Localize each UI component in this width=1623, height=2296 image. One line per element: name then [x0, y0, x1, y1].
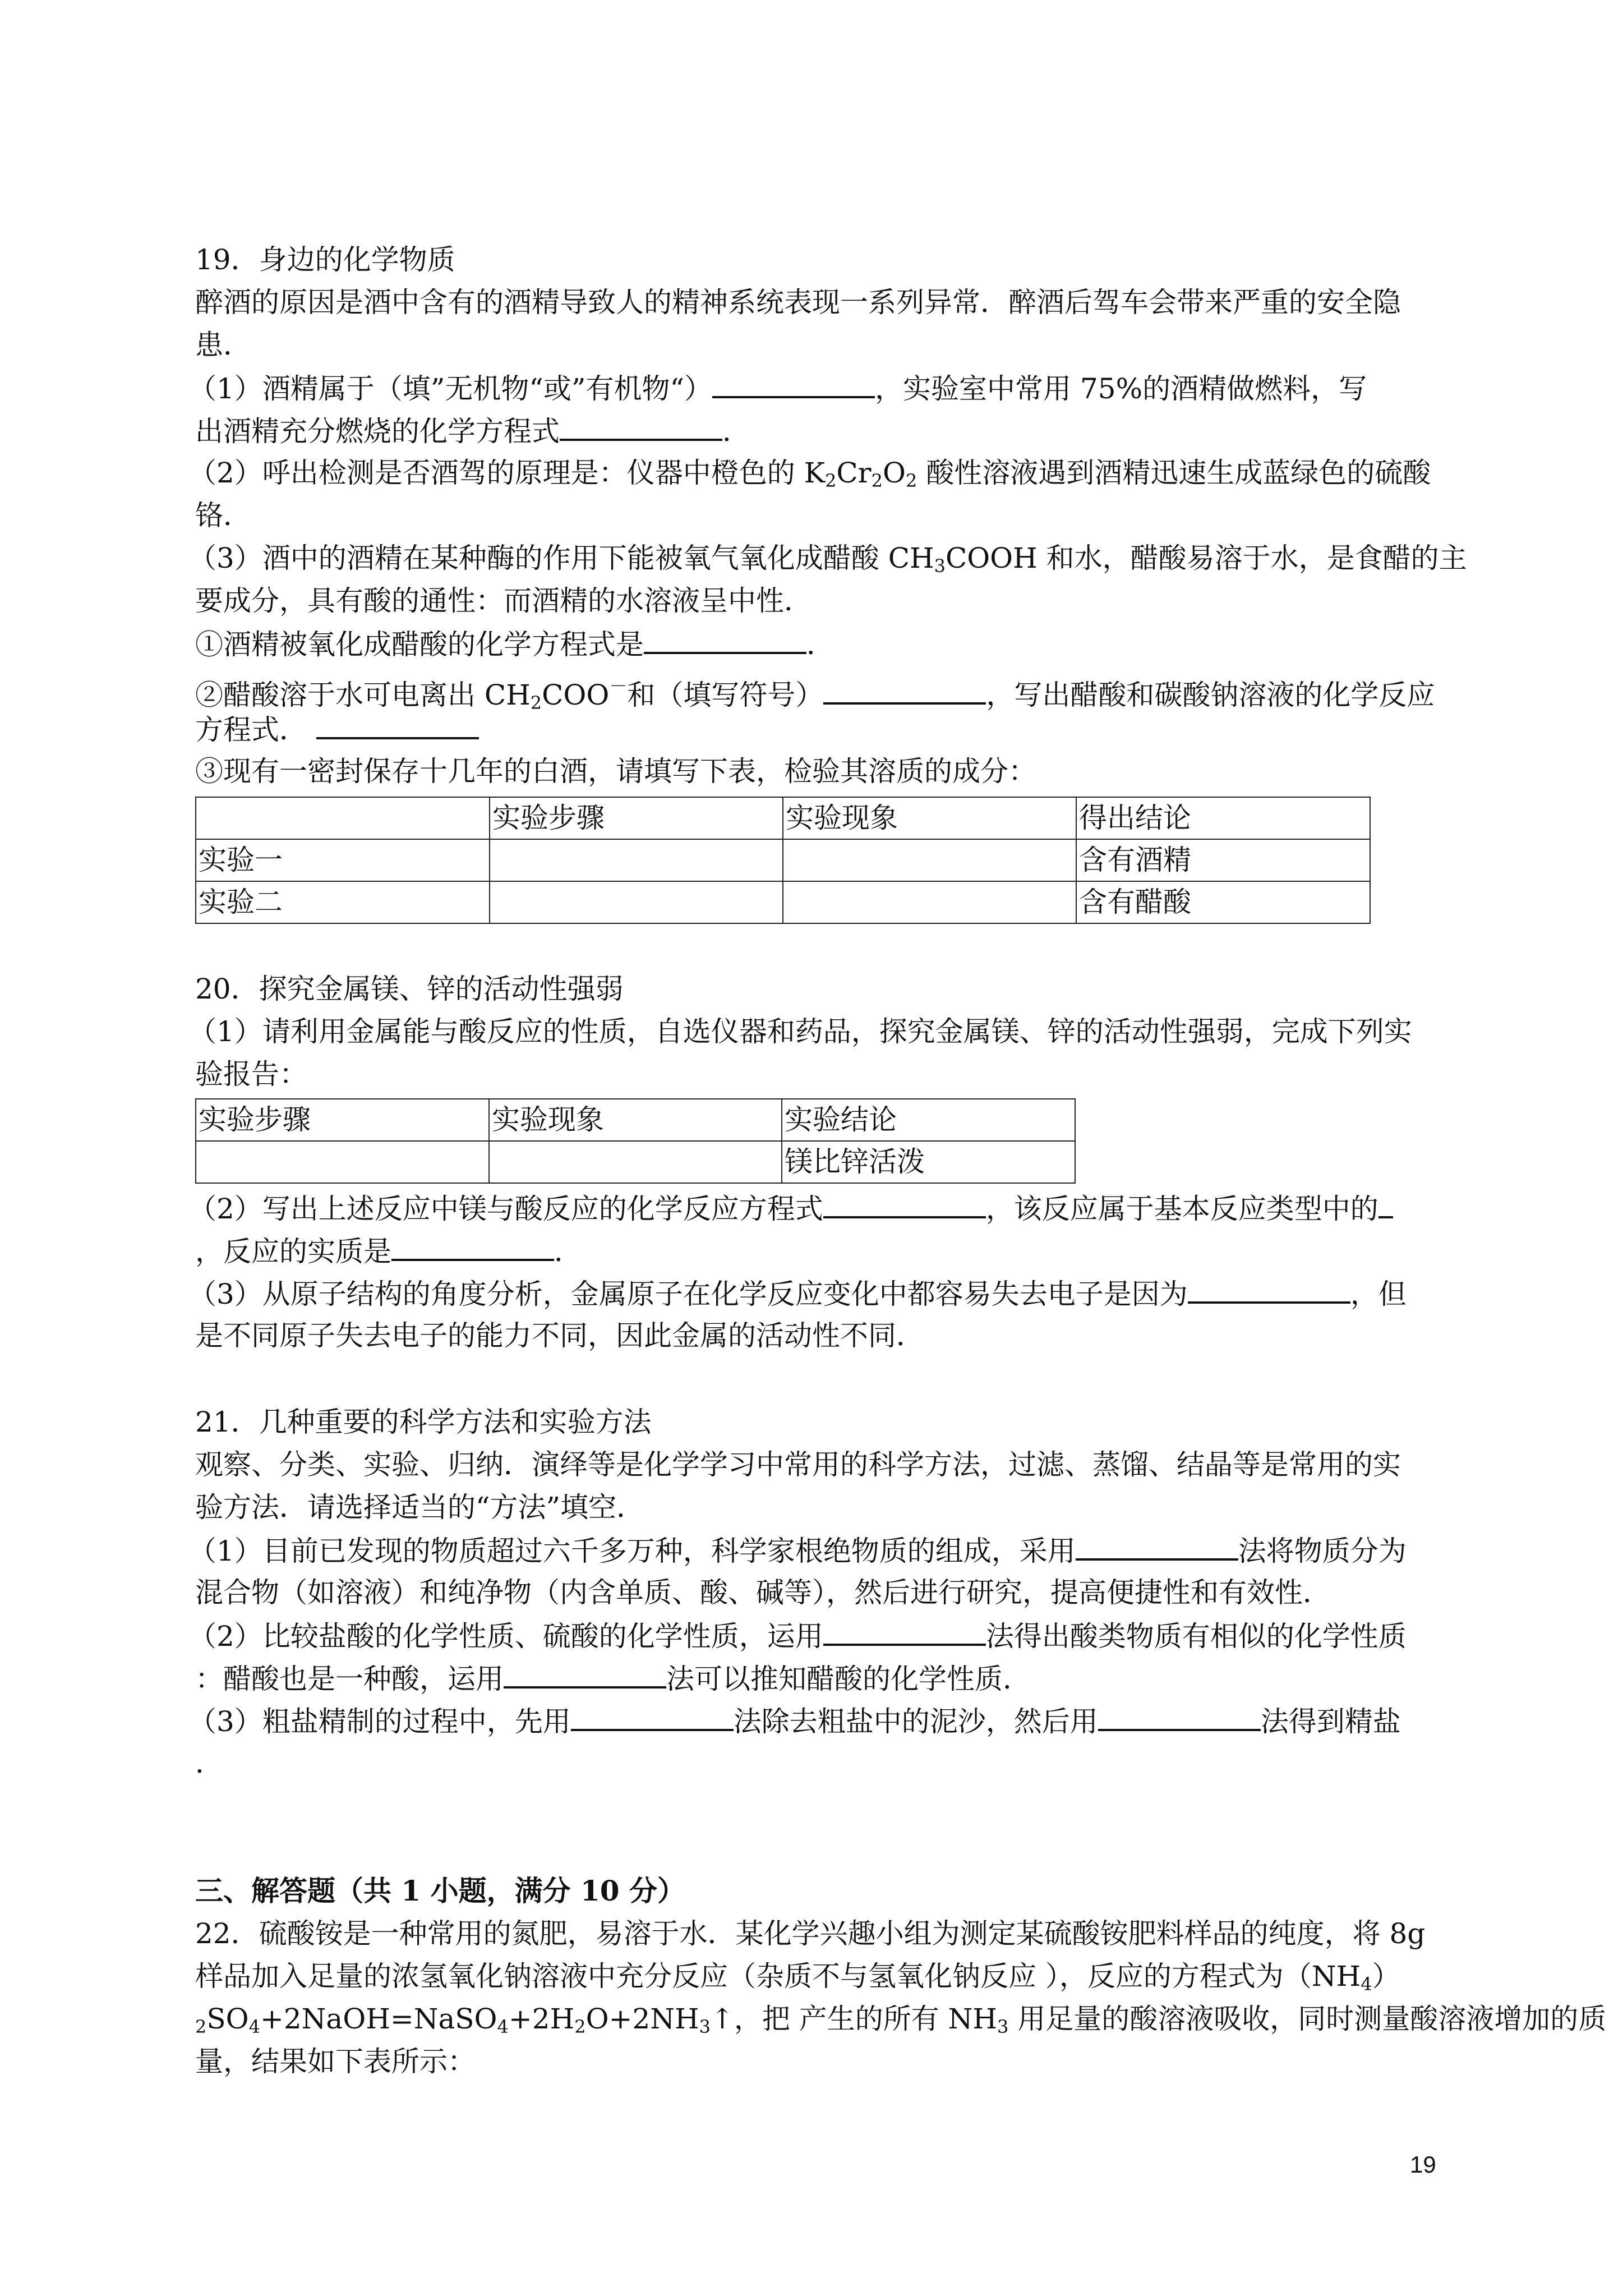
table-row — [196, 1141, 1075, 1183]
table-cell: 实验一 — [196, 839, 490, 881]
q20-part3-line1: （3）从原子结构的角度分析，金属原子在化学反应变化中都容易失去电子是因为 ，但 — [188, 1273, 1407, 1313]
q20-part3-line2: 是不同原子失去电子的能力不同，因此金属的活动性不同． — [195, 1319, 924, 1352]
q19-sub1: ①酒精被氧化成醋酸的化学方程式是 ． — [195, 624, 834, 663]
table-header-row — [196, 797, 1370, 839]
answer-blank[interactable] — [504, 1658, 666, 1688]
section-heading: 三、解答题（共 1 小题，满分 10 分） — [195, 1874, 685, 1907]
q22-line1: 22．硫酸铵是一种常用的氮肥，易溶于水．某化学兴趣小组为测定某硫酸铵肥料样品的纯度，将 8g — [195, 1917, 1426, 1950]
table-cell[interactable] — [783, 839, 1076, 881]
q22-line4: 量，结果如下表所示： — [195, 2045, 476, 2078]
answer-blank[interactable] — [823, 674, 986, 705]
table-cell: 实验步骤 — [490, 797, 783, 839]
q20-part1-line2: 验报告： — [195, 1058, 307, 1091]
answer-blank[interactable] — [571, 1701, 734, 1731]
q22-line2: 样品加入足量的浓氢氧化钠溶液中充分反应（杂质不与氢氧化钠反应 ），反应的方程式为$(NH_4)$ — [195, 1960, 1400, 1995]
table-cell[interactable] — [783, 881, 1076, 923]
table-cell: 实验现象 — [783, 797, 1076, 839]
q20-title: 20．探究金属镁、锌的活动性强弱 — [195, 973, 624, 1005]
q21-part1-line2: 混合物（如溶液）和纯净物（内含单质、酸、碱等），然后进行研究，提高便捷性和有效性． — [195, 1576, 1331, 1609]
table-cell: 镁比锌活泼 — [782, 1141, 1075, 1183]
q19-title: 19．身边的化学物质 — [195, 243, 455, 276]
q21-part3-line1: （3）粗盐精制的过程中，先用 法除去粗盐中的泥沙，然后用 法得到精盐 — [188, 1701, 1401, 1740]
q20-part1-line1: （1）请利用金属能与酸反应的性质，自选仪器和药品，探究金属镁、锌的活动性强弱，完成下列实 — [188, 1015, 1412, 1048]
table-cell: 含有酒精 — [1076, 839, 1370, 881]
q21-title: 21．几种重要的科学方法和实验方法 — [195, 1406, 652, 1438]
table-row — [196, 839, 1370, 881]
answer-blank[interactable] — [823, 1188, 986, 1218]
q19-sub3: ③现有一密封保存十几年的白酒，请填写下表，检验其溶质的成分： — [195, 755, 1036, 788]
answer-blank[interactable] — [1098, 1701, 1261, 1731]
q21-part2-line2: ：醋酸也是一种酸，运用 法可以推知醋酸的化学性质． — [195, 1658, 1031, 1697]
table-cell[interactable] — [489, 1141, 782, 1183]
answer-blank[interactable] — [1076, 1530, 1238, 1561]
answer-blank[interactable] — [1378, 1188, 1393, 1218]
q19-part1-line2: 出酒精充分燃烧的化学方程式 ． — [195, 411, 750, 450]
answer-blank[interactable] — [316, 709, 479, 739]
table-cell[interactable] — [490, 881, 783, 923]
q19-part3-line2: 要成分，具有酸的通性：而酒精的水溶液呈中性． — [195, 585, 812, 617]
q20-part2-line2: ，反应的实质是 ． — [195, 1231, 582, 1270]
answer-blank[interactable] — [1188, 1273, 1350, 1304]
table-cell[interactable] — [196, 1141, 489, 1183]
q20-part2-line1: （2）写出上述反应中镁与酸反应的化学反应方程式 ，该反应属于基本反应类型中的 — [188, 1188, 1393, 1227]
q19-part2-line2: 铬． — [195, 499, 251, 532]
q21-part1-line1: （1）目前已发现的物质超过六千多万种，科学家根绝物质的组成，采用 法将物质分为 — [188, 1530, 1407, 1570]
table-cell: 实验步骤 — [196, 1099, 489, 1141]
table-cell — [196, 797, 490, 839]
q19-intro-line1: 醉酒的原因是酒中含有的酒精导致人的精神系统表现一系列异常．醉酒后驾车会带来严重的安全隐 — [195, 286, 1401, 319]
table-header-row — [196, 1099, 1075, 1141]
q21-intro-line2: 验方法．请选择适当的“方法”填空． — [195, 1491, 645, 1524]
table-cell: 含有醋酸 — [1076, 881, 1370, 923]
q19-table — [195, 797, 1371, 924]
table-cell: 实验现象 — [489, 1099, 782, 1141]
q19-part3-line1: （3）酒中的酒精在某种酶的作用下能被氧气氧化成醋酸 $CH_3COOH$ 和水，醋酸易溶于水，是食醋的主 — [188, 542, 1467, 577]
page-number: 19 — [1410, 2151, 1436, 2178]
table-cell: 得出结论 — [1076, 797, 1370, 839]
q19-sub2-line2: 方程式． — [195, 709, 479, 748]
q22-line3: $_2SO_4+2NaOH=NaSO_4+2H_2O+2NH_3↑$，把 产生的所有 $NH_3$ 用足量的酸溶液吸收，同时测量酸溶液增加的质 — [195, 2003, 1607, 2037]
q21-part2-line1: （2）比较盐酸的化学性质、硫酸的化学性质，运用 法得出酸类物质有相似的化学性质 — [188, 1616, 1407, 1655]
answer-blank[interactable] — [391, 1231, 554, 1261]
answer-blank[interactable] — [644, 624, 806, 654]
answer-blank[interactable] — [823, 1616, 986, 1646]
table-cell[interactable] — [490, 839, 783, 881]
table-cell: 实验结论 — [782, 1099, 1075, 1141]
answer-blank[interactable] — [560, 411, 722, 441]
q19-part2-line1: （2）呼出检测是否酒驾的原理是：仪器中橙色的 $K_2Cr_2O_2$ 酸性溶液遇到酒精迅速生成蓝绿色的硫酸 — [188, 457, 1431, 491]
q19-sub2-line1: ②醋酸溶于水可电离出 $CH_2COO^-$和（填写符号） ，写出醋酸和碳酸钠溶液的化学反应 — [195, 675, 1435, 714]
answer-blank[interactable] — [712, 368, 875, 398]
q21-intro-line1: 观察、分类、实验、归纳．演绎等是化学学习中常用的科学方法，过滤、蒸馏、结晶等是常用的实 — [195, 1448, 1401, 1481]
q20-table — [195, 1098, 1076, 1184]
q19-part1-line1: （1）酒精属于（填”无机物“或”有机物“） ，实验室中常用 75%的酒精做燃料，写 — [188, 368, 1367, 407]
table-cell: 实验二 — [196, 881, 490, 923]
q19-intro-line2: 患． — [195, 329, 251, 361]
q21-part3-line2: ． — [195, 1747, 223, 1779]
table-row — [196, 881, 1370, 923]
